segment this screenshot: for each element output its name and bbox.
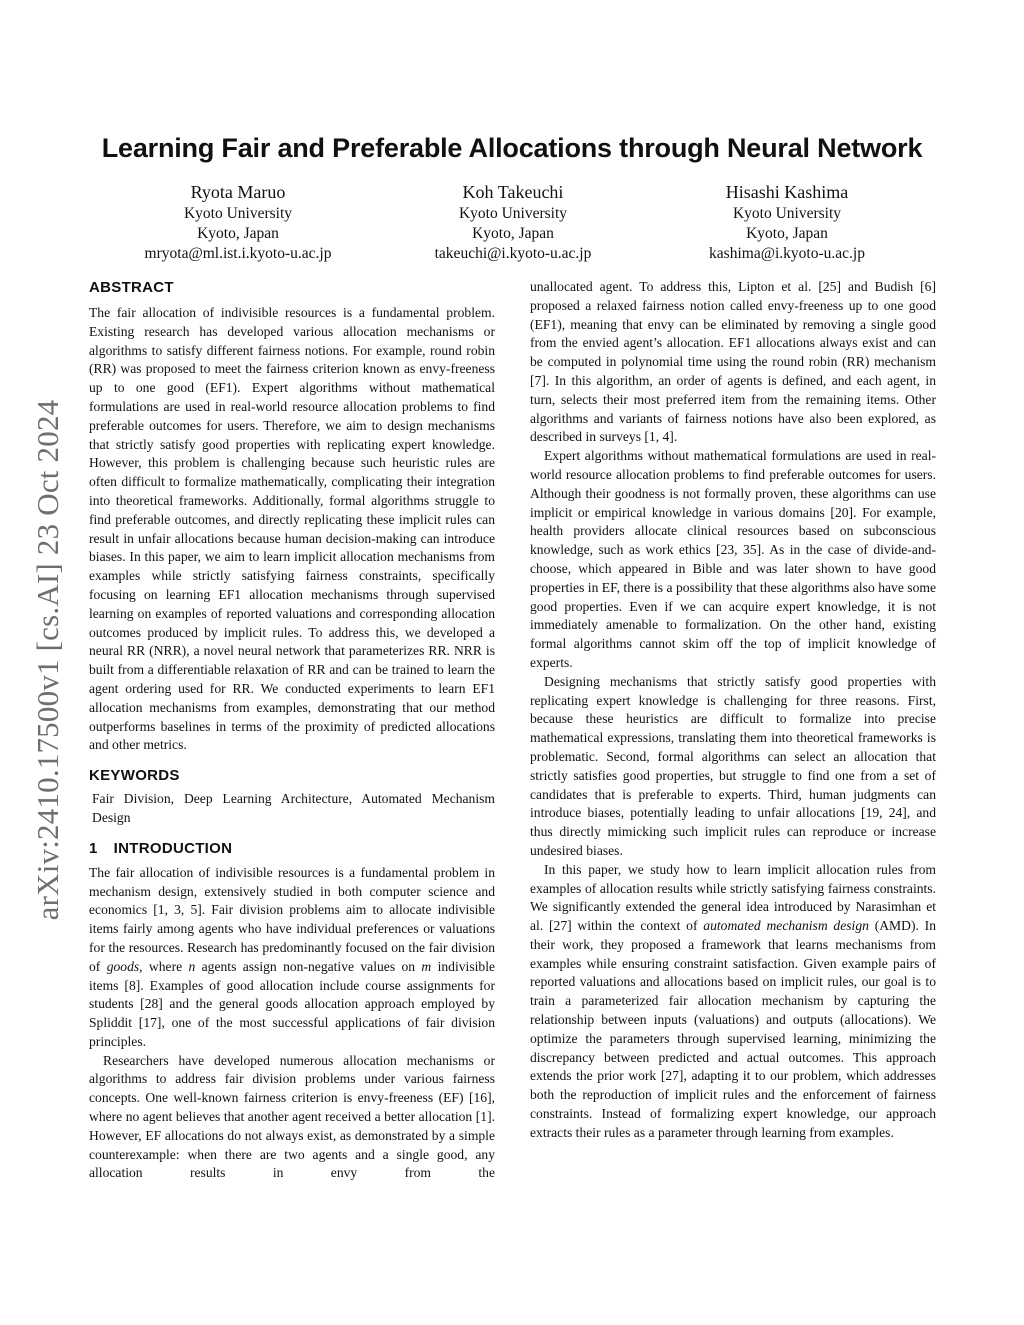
text-run: In this paper, we study how to learn implicit allocation rules from examples of allocation results while strictly satisfying fairness constraints. We significantly extended the general idea introduced by Narasimhan et al. [27] within the context of — [530, 861, 936, 934]
author-location: Kyoto, Japan — [197, 225, 279, 242]
author-3 — [637, 181, 937, 264]
introduction-heading — [89, 839, 495, 859]
section-number: 1 — [89, 839, 98, 857]
author-2 — [363, 181, 663, 264]
author-location: Kyoto, Japan — [472, 225, 554, 242]
math-var: m — [421, 958, 432, 974]
keywords-text: Fair Division, Deep Learning Architecture, Automated Mechanism Design — [92, 791, 495, 825]
abstract-text: The fair allocation of indivisible resources is a fundamental problem. Existing research has developed various allocation mechanisms or algorithms to satisfy different fairness notions. For example, round robin (RR) was proposed to meet the fairness criterion known as envy-freeness up to one good (EF1). Expert algorithms without mathematical formulations are used in real-world resource allocation problems to find preferable outcomes for users. Therefore, we aim to design mechanisms that strictly satisfy good properties with replicating expert knowledge. However, this problem is challenging because such heuristic rules are often difficult to formalize mathematically, complicating their integration into theoretical frameworks. Additionally, formal algorithms struggle to find preferable outcomes, and directly replicating these implicit rules can result in unfair allocations because human decision-making can introduce biases. In this paper, we aim to learn implicit allocation mechanisms from examples while strictly satisfying fairness constraints, specifically focusing on learning EF1 allocation mechanisms through supervised learning on examples of reported valuations and corresponding allocation outcomes produced by implicit rules. To address this, we developed a neural RR (NRR), a novel neural network that parameterizes RR. NRR is built from a differentiable relaxation of RR and can be trained to learn the agent ordering used for RR. We conducted experiments to learn EF1 allocation mechanisms from examples, demonstrating that our method outperforms baselines in terms of the proximity of predicted allocations and other metrics. — [89, 305, 495, 753]
author-affiliation: Kyoto University — [458, 205, 568, 222]
author-1 — [88, 181, 388, 264]
emphasis: goods — [106, 958, 140, 974]
intro-paragraph-2-continued: unallocated agent. To address this, Lipton et al. [25] and Budish [6] proposed a relaxed fairness notion called envy-freeness up to one good (EF1), meaning that envy can be eliminated by removing a single good from the envied agent’s allocation. EF1 allocations always exist and can be computed in polynomial time using the round robin (RR) mechanism [7]. In this algorithm, an order of agents is defined, and each agent, in turn, selects their most preferred item from the remaining items. Other algorithms and variants of fairness notions have also been explored, as described in surveys [1, 4]. — [530, 279, 936, 445]
author-name: Ryota Maruo — [190, 182, 286, 202]
author-email[interactable]: takeuchi@i.kyoto-u.ac.jp — [434, 245, 592, 262]
left-column — [89, 278, 495, 1183]
author-affiliation: Kyoto University — [732, 205, 842, 222]
author-affiliation: Kyoto University — [183, 205, 293, 222]
text-run: (AMD). In their work, they proposed a framework that learns mechanisms from examples while ensuring constraint satisfaction. Given example pairs of reported valuations and allocations based on implicit rules, our goal is to train a parameterized fair allocation mechanism by capturing the relationship between inputs (valuations) and outputs (allocations). We optimize the parameters through supervised learning, minimizing the discrepancy between predicted and actual outcomes. This approach extends the prior work [27], adapting it to our problem, which addresses both the reproduction of implicit rules and the enforcement of fairness constraints. Instead of formalizing expert knowledge, our approach extracts their rules as a parameter through learning from examples. — [530, 918, 936, 1140]
author-name: Koh Takeuchi — [462, 182, 564, 202]
text-run: indivisible items [8]. Examples of good allocation include course assignments for students [28] and the general goods allocation approach employed by Spliddit [17], one of the most successful applications of fair division principles. — [89, 958, 495, 1049]
text-run: The fair allocation of indivisible resources is a fundamental problem in mechanism design, extensively studied in both computer science and economics [1, 3, 5]. Fair division problems aim to allocate indivisible items fairly among agents who have individual preferences or valuations for the resources. Research has predominantly focused on the fair division of — [89, 864, 495, 974]
intro-paragraph-3 — [530, 447, 936, 673]
author-name: Hisashi Kashima — [725, 182, 849, 202]
intro-paragraph-1 — [89, 864, 495, 1052]
abstract-heading: ABSTRACT — [89, 279, 174, 296]
right-column — [530, 278, 936, 1143]
text-run: Designing mechanisms that strictly satisfy good properties with replicating expert knowledge is challenging for three reasons. First, because these heuristics are difficult to formalize into precise mathematical expressions, translating them into theoretical frameworks is problematic. Second, formal algorithms can select an allocation that strictly satisfies good properties, but struggle to find one from a set of candidates that is preferable to experts. Third, human judgments can introduce biases, potentially leading to unfair allocations [19, 24], and thus directly mimicking such implicit rules can reproduce or increase undesired biases. — [530, 673, 936, 858]
intro-paragraph-5 — [530, 861, 936, 1143]
intro-paragraph-4 — [530, 673, 936, 861]
text-run: Expert algorithms without mathematical formulations are used in real-world resource allocation problems to find preferable outcomes for users. Although their goodness is not formally proven, these algorithms can use implicit or empirical knowledge in various domains [20]. For example, health providers allocate clinical resources based on subconscious knowledge, such as work ethics [23, 35]. As in the case of divide-and-choose, which appeared in Bible and was later shown to have good properties in EF, there is a possibility that these algorithms also have some good properties. Even if we can acquire expert knowledge, it is not immediately amenable to formalization. On the other hand, existing formal algorithms cannot skim off the top of implicit knowledge of experts. — [530, 448, 936, 670]
arxiv-identifier: arXiv:2410.17500v1 [cs.AI] 23 Oct 2024 — [30, 399, 65, 921]
text-run: , where — [139, 958, 189, 974]
math-var: n — [188, 958, 196, 974]
intro-paragraph-2: Researchers have developed numerous allocation mechanisms or algorithms to address fair division problems under various fairness concepts. One well-known fairness criterion is envy-freeness (EF) [16], where no agent believes that another agent received a better allocation [1]. However, EF allocations do not always exist, as demonstrated by a simple counterexample: when there are two agents and a single good, any allocation results in envy from the — [89, 1052, 495, 1181]
text-run: agents assign non-negative values on — [195, 958, 422, 974]
author-block — [0, 181, 1024, 271]
emphasis: automated mechanism design — [703, 918, 869, 934]
keywords-heading: KEYWORDS — [89, 767, 180, 785]
author-location: Kyoto, Japan — [746, 225, 828, 242]
author-email[interactable]: kashima@i.kyoto-u.ac.jp — [709, 245, 865, 262]
author-email[interactable]: mryota@ml.ist.i.kyoto-u.ac.jp — [144, 245, 332, 262]
paper-title: Learning Fair and Preferable Allocations through Neural Network — [101, 133, 923, 163]
section-title: INTRODUCTION — [113, 839, 233, 857]
